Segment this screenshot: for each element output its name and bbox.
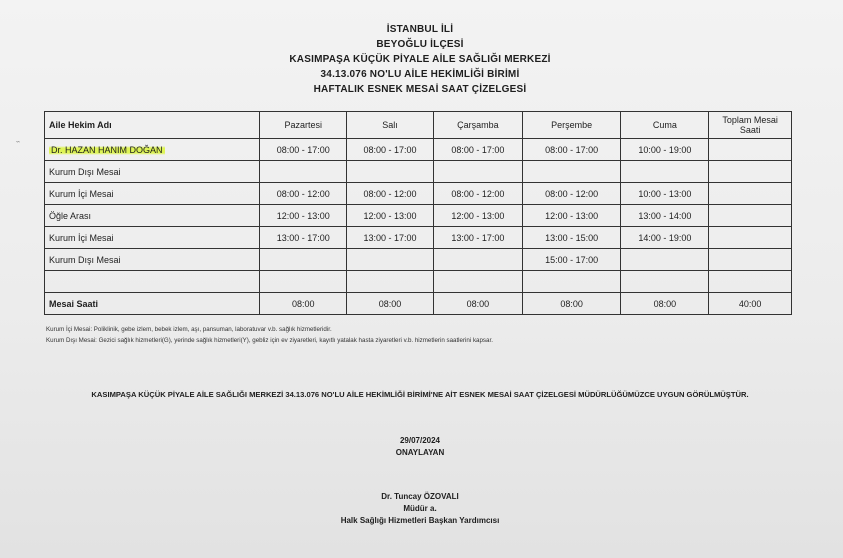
table-cell: 13:00 - 15:00	[522, 227, 621, 249]
header-title: HAFTALIK ESNEK MESAİ SAAT ÇİZELGESİ	[313, 84, 527, 95]
total-cell: 08:00	[522, 293, 621, 315]
table-cell: 08:00 - 17:00	[433, 139, 522, 161]
table-cell: 08:00 - 12:00	[522, 183, 621, 205]
table-cell: 13:00 - 14:00	[621, 205, 709, 227]
row-label: Kurum Dışı Mesai	[45, 161, 260, 183]
table-row	[45, 271, 792, 293]
table-cell	[260, 161, 347, 183]
row-label	[45, 271, 260, 293]
signatory-name: Dr. Tuncay ÖZOVALI	[381, 492, 459, 501]
table-cell	[433, 249, 522, 271]
header-district: BEYOĞLU İLÇESİ	[376, 39, 464, 50]
table-cell	[433, 271, 522, 293]
table-cell: 15:00 - 17:00	[522, 249, 621, 271]
footnote-external-hours: Kurum Dışı Mesai: Gezici sağlık hizmetleri(G), yerinde sağlık hizmetleri(Y), gebliz için ev ziyaretleri, kayıtlı yatalak hasta ziyaretleri v.b. hizmetlerin saatlerini kapsar.	[46, 337, 493, 344]
table-cell	[260, 271, 347, 293]
row-label: Kurum İçi Mesai	[45, 183, 260, 205]
table-cell: 10:00 - 19:00	[621, 139, 709, 161]
header-cell-total: Toplam Mesai Saati	[709, 112, 792, 139]
table-cell	[709, 249, 792, 271]
header-cell-physician: Aile Hekim Adı	[45, 112, 260, 139]
table-row	[45, 205, 792, 227]
total-cell: 08:00	[621, 293, 709, 315]
table-row	[45, 227, 792, 249]
table-cell	[709, 271, 792, 293]
table-cell	[621, 271, 709, 293]
footnotes	[46, 324, 806, 346]
approval-statement: KASIMPAŞA KÜÇÜK PİYALE AİLE SAĞLIĞI MERKEZİ 34.13.076 NO'LU AİLE HEKİMLİĞİ BİRİMİ'NE AİT ESNEK MESAİ SAAT ÇİZELGESİ MÜDÜRLÜĞÜMÜZCE UYGUN GÖRÜLMÜŞTÜR.	[91, 390, 749, 399]
table-cell	[433, 161, 522, 183]
table-cell	[347, 271, 434, 293]
table-row	[45, 161, 792, 183]
total-cell: 08:00	[347, 293, 434, 315]
schedule-table	[44, 111, 792, 315]
header-health-center: KASIMPAŞA KÜÇÜK PİYALE AİLE SAĞLIĞI MERKEZİ	[289, 54, 551, 65]
table-cell	[522, 161, 621, 183]
total-cell: 08:00	[433, 293, 522, 315]
total-cell: 08:00	[260, 293, 347, 315]
signatory-title: Müdür a.	[403, 504, 437, 513]
row-label	[45, 139, 260, 161]
table-cell	[347, 161, 434, 183]
table-cell	[709, 161, 792, 183]
table-cell: 10:00 - 13:00	[621, 183, 709, 205]
table-cell: 08:00 - 17:00	[260, 139, 347, 161]
table-row	[45, 139, 792, 161]
table-cell: 12:00 - 13:00	[433, 205, 522, 227]
table-cell	[709, 227, 792, 249]
table-cell: 08:00 - 12:00	[260, 183, 347, 205]
row-label: Kurum İçi Mesai	[45, 227, 260, 249]
total-row-label: Mesai Saati	[45, 293, 260, 315]
approval-block	[320, 435, 520, 459]
table-cell: 08:00 - 12:00	[433, 183, 522, 205]
table-cell: 12:00 - 13:00	[260, 205, 347, 227]
table-row	[45, 183, 792, 205]
total-row	[45, 293, 792, 315]
signature-block	[250, 491, 590, 527]
header-cell-tuesday: Salı	[347, 112, 434, 139]
table-cell	[709, 183, 792, 205]
table-cell: 13:00 - 17:00	[347, 227, 434, 249]
table-cell: 12:00 - 13:00	[522, 205, 621, 227]
footnote-internal-hours: Kurum İçi Mesai: Poliklinik, gebe izlem, bebek izlem, aşı, pansuman, laboratuvar v.b. sağlık hizmetleridir.	[46, 326, 332, 333]
header-cell-monday: Pazartesi	[260, 112, 347, 139]
header-province: İSTANBUL İLİ	[386, 24, 454, 35]
document-header	[200, 22, 640, 97]
header-cell-friday: Cuma	[621, 112, 709, 139]
table-cell: 08:00 - 17:00	[347, 139, 434, 161]
header-cell-thursday: Perşembe	[522, 112, 621, 139]
table-cell	[709, 205, 792, 227]
total-cell: 40:00	[709, 293, 792, 315]
table-cell: 13:00 - 17:00	[260, 227, 347, 249]
table-cell: 08:00 - 17:00	[522, 139, 621, 161]
approval-date: 29/07/2024	[399, 436, 441, 445]
table-cell	[621, 161, 709, 183]
header-cell-wednesday: Çarşamba	[433, 112, 522, 139]
highlighted-physician-name: Dr. HAZAN HANIM DOĞAN	[51, 144, 163, 155]
header-unit: 34.13.076 NO'LU AİLE HEKİMLİĞİ BİRİMİ	[320, 69, 520, 80]
table-header-row	[45, 112, 792, 139]
table-cell: 14:00 - 19:00	[621, 227, 709, 249]
table-row	[45, 249, 792, 271]
row-label: Kurum Dışı Mesai	[45, 249, 260, 271]
table-cell	[260, 249, 347, 271]
row-label: Öğle Arası	[45, 205, 260, 227]
table-cell: 08:00 - 12:00	[347, 183, 434, 205]
table-cell: 13:00 - 17:00	[433, 227, 522, 249]
table-cell	[709, 139, 792, 161]
table-cell	[347, 249, 434, 271]
approval-label: ONAYLAYAN	[395, 448, 445, 457]
table-cell	[522, 271, 621, 293]
table-cell	[621, 249, 709, 271]
table-cell: 12:00 - 13:00	[347, 205, 434, 227]
signatory-position: Halk Sağlığı Hizmetleri Başkan Yardımcısı	[340, 516, 500, 525]
